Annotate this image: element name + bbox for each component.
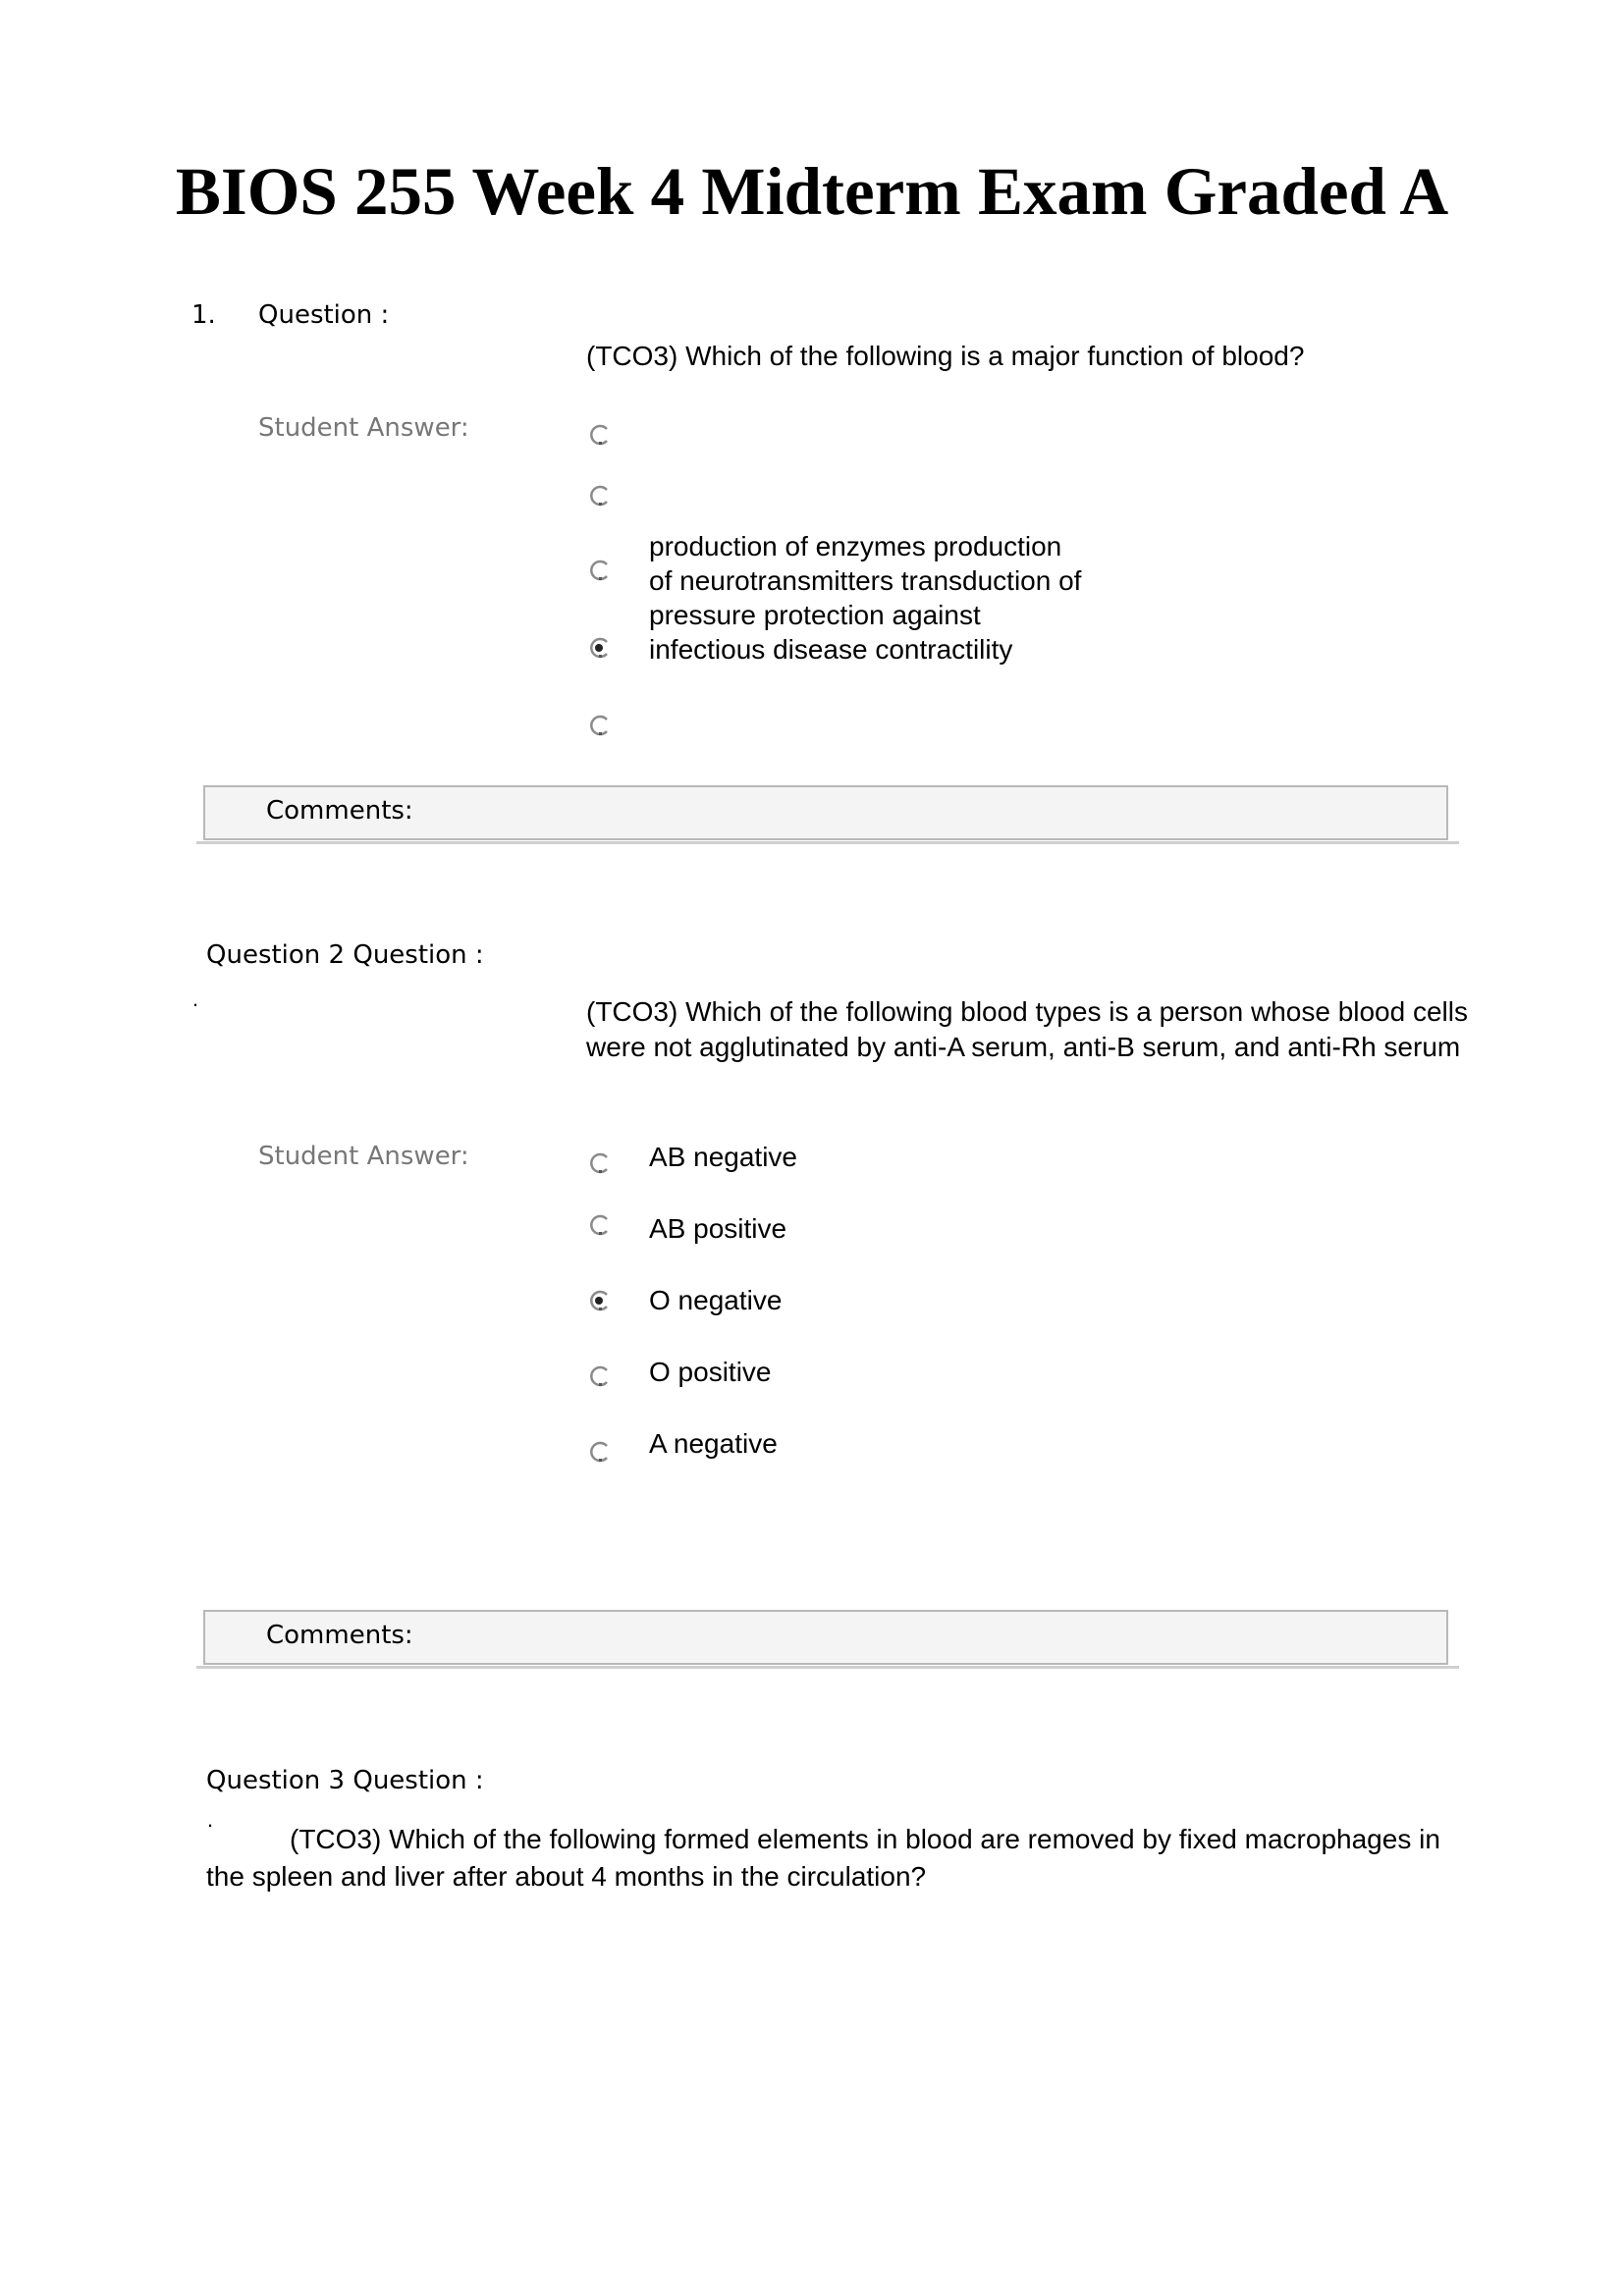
question-1-comments-label: Comments: [266, 796, 413, 826]
question-3-dot: . [207, 1807, 214, 1832]
question-3-text: (TCO3) Which of the following formed elements in blood are removed by fixed macrophages in the spleen and liver after about 4 months in the circulation? [206, 1824, 1440, 1892]
question-2-radio-4[interactable] [588, 1364, 612, 1388]
divider [196, 841, 1459, 844]
question-2-label: Question 2 Question : [206, 940, 484, 970]
question-2-comments-box [203, 1610, 1448, 1665]
question-2-radio-5[interactable] [588, 1440, 612, 1464]
question-1-options-line-2: of neurotransmitters transduction of [649, 565, 1082, 596]
divider [196, 1666, 1459, 1669]
question-1-label: Question : [258, 300, 390, 330]
question-1-options-line-3: pressure protection against [649, 600, 981, 630]
question-2-dot: . [192, 987, 199, 1011]
question-1-answer-label: Student Answer: [258, 413, 469, 443]
question-2-option-3: O negative [649, 1285, 783, 1315]
question-1-text: (TCO3) Which of the following is a major function of blood? [586, 341, 1305, 371]
question-1-radio-4-selected[interactable] [588, 636, 612, 660]
question-1-comments-box [203, 785, 1448, 840]
question-2-answer-label: Student Answer: [258, 1142, 469, 1171]
question-1-options-line-4: infectious disease contractility [649, 634, 1013, 665]
question-2-option-5: A negative [649, 1428, 778, 1459]
question-2-option-1: AB negative [649, 1142, 797, 1172]
question-2-comments-label: Comments: [266, 1621, 413, 1650]
document-title: BIOS 255 Week 4 Midterm Exam Graded A [175, 154, 1449, 229]
question-1-number: 1. [191, 300, 216, 330]
question-1-radio-3[interactable] [588, 559, 612, 582]
question-3-label: Question 3 Question : [206, 1766, 484, 1795]
question-2-radio-1[interactable] [588, 1151, 612, 1175]
question-1-options-line-1: production of enzymes production [649, 531, 1062, 561]
question-2-option-4: O positive [649, 1357, 772, 1387]
question-1-radio-2[interactable] [588, 484, 612, 507]
question-2-radio-2[interactable] [588, 1213, 612, 1237]
question-1-radio-1[interactable] [588, 423, 612, 447]
question-2-option-2: AB positive [649, 1213, 787, 1244]
question-2-text: (TCO3) Which of the following blood types is a person whose blood cells were not agglutinated by anti-A serum, anti-B serum, and anti-Rh serum [586, 996, 1468, 1062]
question-2-radio-3-selected[interactable] [588, 1289, 612, 1312]
question-1-radio-5[interactable] [588, 714, 612, 737]
